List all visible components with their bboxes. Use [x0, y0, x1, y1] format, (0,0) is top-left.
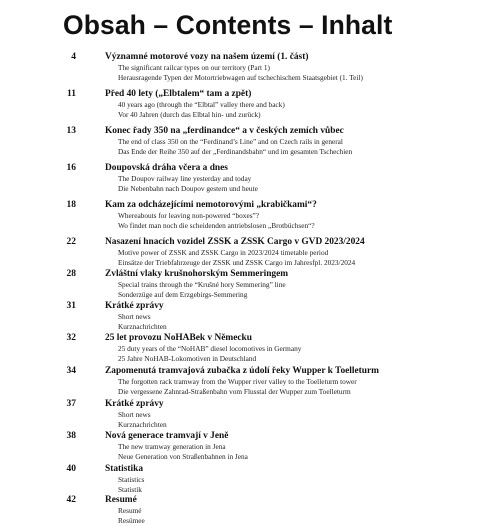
toc-page-number: 37 [66, 399, 76, 409]
toc-entry-text [105, 399, 495, 429]
toc-page-number: 22 [66, 237, 76, 247]
toc-entry-subtitle-de: Kurznachrichten [118, 321, 167, 331]
toc-entry-subtitle-de: 25 Jahre NoHAB-Lokomotiven in Deutschland [118, 353, 257, 363]
toc-entry [0, 89, 500, 126]
toc-entry-subtitle-de: Kurznachrichten [118, 419, 167, 429]
toc-entry-subtitle-de: Statistik [118, 484, 142, 494]
toc-entry [0, 237, 500, 269]
toc-entry-title: Kam za odcházejícími nemotorovými „krabičkami“? [105, 200, 317, 210]
toc-entry-text [105, 464, 495, 494]
toc-entry-text [105, 200, 495, 230]
toc-entry-subtitle-en: The end of class 350 on the “Ferdinand’s Line” and on Czech rails in general [118, 137, 343, 146]
toc-entry-text [105, 301, 495, 331]
toc-page-number: 42 [66, 495, 76, 505]
toc-entry-subtitle-de: Resümee [118, 515, 145, 525]
toc-entry-subtitle-de: Einsätze der Triebfahrzeuge der ZSSK und ZSSK Cargo im Jahresfpl. 2023/2024 [118, 257, 356, 267]
toc-entry [0, 399, 500, 431]
toc-entry [0, 200, 500, 237]
toc-entry-subtitle-de: Herausragende Typen der Motortriebwagen auf tschechischem Staatsgebiet (1. Teil) [118, 72, 363, 82]
page-title: Obsah – Contents – Inhalt [63, 10, 393, 40]
toc-entry [0, 126, 500, 163]
toc-entry-subtitle-en: Short news [118, 410, 151, 419]
toc-entry-title: Zapomenutá tramvajová zubačka z údolí řeky Wupper k Toelleturm [105, 366, 379, 376]
toc-entry-subtitle-en: Short news [118, 312, 151, 321]
toc-entry-subtitle-en: Whereabouts for leaving non-powered “boxes”? [118, 211, 260, 220]
toc-entry-title: Před 40 lety („Elbtalem“ tam a zpět) [105, 89, 252, 99]
toc-entry-subtitle-en: The significant railcar types on our territory (Part 1) [118, 63, 270, 72]
toc-entry-subtitle-en: The Doupov railway line yesterday and today [118, 174, 252, 183]
toc-page-number: 38 [66, 431, 76, 441]
toc-entry-subtitle-en: Motive power of ZSSK and ZSSK Cargo in 2023/2024 timetable period [118, 248, 329, 257]
toc-entry-text [105, 237, 495, 267]
toc-entry-subtitle-de: Neue Generation von Straßenbahnen in Jena [118, 451, 248, 461]
toc-entry-title: Konec řady 350 na „ferdinandce“ a v českých zemích vůbec [105, 126, 344, 136]
toc-entry-subtitle-en: The forgotten rack tramway from the Wupper river valley to the Toelleturm tower [118, 377, 357, 386]
toc-entry [0, 464, 500, 495]
toc-entry-title: 25 let provozu NoHABek v Německu [105, 333, 252, 343]
toc-entry-title: Krátké zprávy [105, 301, 164, 311]
toc-entry-subtitle-de: Die vergessene Zahnrad-Straßenbahn vom Flusstal der Wupper zum Toelleturm [118, 386, 351, 396]
toc-entry [0, 431, 500, 464]
toc-entry-subtitle-en: Special trains through the “Krušné hory Semmering” line [118, 280, 286, 289]
toc-entry-text [105, 163, 495, 193]
toc-page-number: 28 [66, 269, 76, 279]
toc-entry [0, 301, 500, 333]
toc-entry-subtitle-de: Sonderzüge auf dem Erzgebirgs-Semmering [118, 289, 248, 299]
toc-page-number: 34 [66, 366, 76, 376]
toc-entry [0, 52, 500, 89]
toc-entry-subtitle-en: 40 years ago (through the “Elbtal” valley there and back) [118, 100, 285, 109]
toc-entry-text [105, 126, 495, 156]
toc-entry-title: Zvláštní vlaky krušnohorským Semmeringem [105, 269, 289, 279]
toc-page-number: 11 [67, 89, 76, 99]
toc-entry [0, 366, 500, 399]
toc-entry-title: Významné motorové vozy na našem území (1. část) [105, 52, 309, 62]
toc-entry-subtitle-de: Das Ende der Reihe 350 auf der „Ferdinandsbahn“ und im gesamten Tschechien [118, 146, 353, 156]
toc-entry-title: Krátké zprávy [105, 399, 164, 409]
toc-entry-title: Nasazení hnacích vozidel ZSSK a ZSSK Cargo v GVD 2023/2024 [105, 237, 365, 247]
toc-page-number: 16 [66, 163, 76, 173]
toc-entry-title: Resumé [105, 495, 137, 505]
table-of-contents [0, 52, 500, 526]
toc-entry-text [105, 89, 495, 119]
toc-entry [0, 163, 500, 200]
toc-entry [0, 269, 500, 301]
toc-entry-subtitle-de: Die Nebenbahn nach Doupov gestern und heute [118, 183, 258, 193]
toc-page-number: 13 [66, 126, 76, 136]
toc-page-number: 4 [71, 52, 76, 62]
toc-entry-subtitle-de: Wo findet man noch die scheidenden antriebslosen „Brotbüchsen“? [118, 220, 315, 230]
toc-page-number: 18 [66, 200, 76, 210]
toc-page-number: 31 [66, 301, 76, 311]
toc-entry-subtitle-de: Vor 40 Jahren (durch das Elbtal hin- und zurück) [118, 109, 261, 119]
toc-entry-text [105, 52, 495, 82]
toc-page-number: 32 [66, 333, 76, 343]
toc-entry-title: Doupovská dráha včera a dnes [105, 163, 228, 173]
toc-entry [0, 333, 500, 366]
toc-entry-text [105, 431, 495, 461]
toc-entry-text [105, 333, 495, 363]
toc-entry-text [105, 366, 495, 396]
toc-entry-subtitle-en: 25 duty years of the “NoHAB” diesel locomotives in Germany [118, 344, 302, 353]
toc-page-number: 40 [66, 464, 76, 474]
toc-entry-subtitle-en: Statistics [118, 475, 145, 484]
toc-entry-title: Statistika [105, 464, 144, 474]
toc-entry-title: Nová generace tramvají v Jeně [105, 431, 229, 441]
toc-entry-subtitle-en: Resumé [118, 506, 142, 515]
toc-entry-text [105, 269, 495, 299]
toc-entry-subtitle-en: The new tramway generation in Jena [118, 442, 226, 451]
